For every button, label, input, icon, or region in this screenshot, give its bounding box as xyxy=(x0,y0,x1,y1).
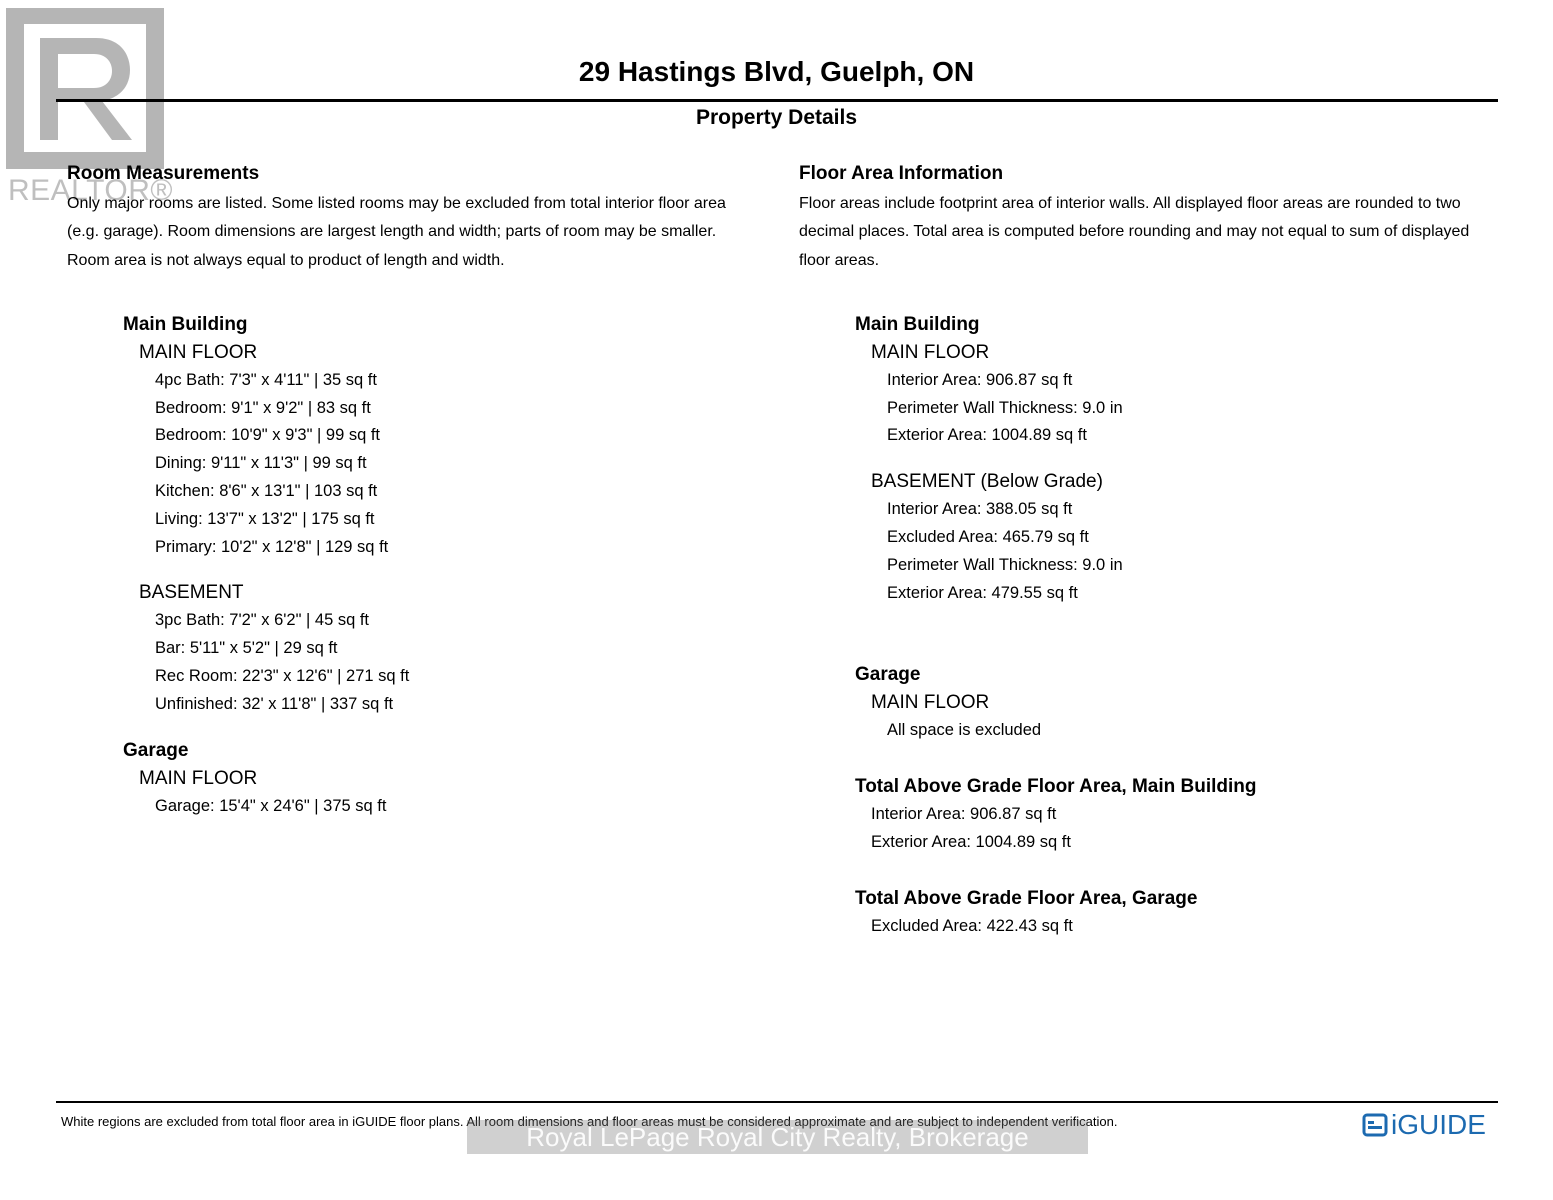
floor-main xyxy=(139,765,767,821)
room-row: Rec Room: 22'3" x 12'6" | 271 sq ft xyxy=(155,667,410,686)
floor-area-section xyxy=(799,162,1509,941)
room-row: 4pc Bath: 7'3" x 4'11" | 35 sq ft xyxy=(155,370,377,389)
intro-line: Only major rooms are listed. Some listed rooms may be excluded from total interior floor area xyxy=(67,195,726,212)
area-row: Exterior Area: 479.55 sq ft xyxy=(887,583,1078,602)
building-name: Main Building xyxy=(855,313,980,335)
footer-divider xyxy=(56,1101,1498,1103)
room-row: Primary: 10'2" x 12'8" | 129 sq ft xyxy=(155,537,389,556)
floor-main xyxy=(871,689,1509,745)
area-row: Interior Area: 388.05 sq ft xyxy=(887,500,1073,519)
building-garage-areas xyxy=(855,661,1509,745)
intro-line: Room area is not always equal to product of length and width. xyxy=(67,251,505,269)
total-garage xyxy=(855,885,1509,941)
total-heading: Total Above Grade Floor Area, Garage xyxy=(855,887,1198,909)
floor-name: BASEMENT xyxy=(139,582,244,604)
brokerage-watermark: Royal LePage Royal City Realty, Brokerage xyxy=(467,1120,1088,1154)
intro-line: Floor areas include footprint area of interior walls. All displayed floor areas are rounded to two xyxy=(799,195,1461,212)
building-name: Main Building xyxy=(123,313,248,335)
realtor-r-icon xyxy=(4,6,166,171)
intro-line: decimal places. Total area is computed before rounding and may not equal to sum of displayed xyxy=(799,223,1470,241)
room-row: Bedroom: 9'1" x 9'2" | 83 sq ft xyxy=(155,398,371,417)
building-main-rooms xyxy=(123,311,767,719)
area-row: Interior Area: 906.87 sq ft xyxy=(887,370,1073,389)
floor-main xyxy=(871,339,1509,450)
page-title: 29 Hastings Blvd, Guelph, ON xyxy=(578,56,975,87)
total-row: Interior Area: 906.87 sq ft xyxy=(871,805,1057,824)
room-row: 3pc Bath: 7'2" x 6'2" | 45 sq ft xyxy=(155,611,370,630)
building-main-areas xyxy=(855,311,1509,608)
floor-basement xyxy=(871,468,1509,607)
floor-basement xyxy=(139,579,767,718)
floor-main xyxy=(139,339,767,562)
iguide-icon xyxy=(1362,1112,1388,1138)
floor-name: MAIN FLOOR xyxy=(139,767,258,789)
header-divider xyxy=(56,99,1498,102)
total-row: Exterior Area: 1004.89 sq ft xyxy=(871,833,1071,852)
floor-name: MAIN FLOOR xyxy=(871,692,990,714)
total-row: Excluded Area: 422.43 sq ft xyxy=(871,916,1073,935)
room-measurements-intro xyxy=(67,190,767,275)
footer-disclaimer: White regions are excluded from total floor area in iGUIDE floor plans. All room dimensions and floor areas must be considered approximate and are subject to independent verification. xyxy=(61,1114,1118,1129)
room-row: Dining: 9'11" x 11'3" | 99 sq ft xyxy=(155,454,367,473)
intro-line: (e.g. garage). Room dimensions are largest length and width; parts of room may be smaller. xyxy=(67,223,717,241)
area-row: Perimeter Wall Thickness: 9.0 in xyxy=(887,398,1123,417)
realtor-wordmark: REALTOR® xyxy=(8,174,174,207)
area-row: Excluded Area: 465.79 sq ft xyxy=(887,528,1089,547)
iguide-wordmark: iGUIDE xyxy=(1391,1109,1486,1140)
room-row: Garage: 15'4" x 24'6" | 375 sq ft xyxy=(155,796,387,815)
area-row: Perimeter Wall Thickness: 9.0 in xyxy=(887,555,1123,574)
room-measurements-heading: Room Measurements xyxy=(67,163,260,184)
floor-area-heading: Floor Area Information xyxy=(799,163,1004,184)
intro-line: floor areas. xyxy=(799,251,880,269)
building-name: Garage xyxy=(855,664,921,686)
room-measurements-section xyxy=(67,162,767,820)
floor-area-intro xyxy=(799,190,1509,275)
floor-name: MAIN FLOOR xyxy=(871,341,990,363)
room-row: Bedroom: 10'9" x 9'3" | 99 sq ft xyxy=(155,426,381,445)
floor-name: MAIN FLOOR xyxy=(139,341,258,363)
room-row: Unfinished: 32' x 11'8" | 337 sq ft xyxy=(155,694,394,713)
room-row: Kitchen: 8'6" x 13'1" | 103 sq ft xyxy=(155,482,378,501)
floor-name: BASEMENT (Below Grade) xyxy=(871,471,1103,493)
area-row: Exterior Area: 1004.89 sq ft xyxy=(887,426,1087,445)
total-heading: Total Above Grade Floor Area, Main Building xyxy=(855,776,1257,798)
building-garage-rooms xyxy=(123,737,767,821)
room-row: Bar: 5'11" x 5'2" | 29 sq ft xyxy=(155,639,338,658)
building-name: Garage xyxy=(123,739,189,761)
page-subtitle: Property Details xyxy=(695,106,858,129)
room-row: Living: 13'7" x 13'2" | 175 sq ft xyxy=(155,509,375,528)
area-row: All space is excluded xyxy=(887,721,1042,740)
total-main-building xyxy=(855,773,1509,857)
iguide-logo xyxy=(1362,1108,1486,1142)
